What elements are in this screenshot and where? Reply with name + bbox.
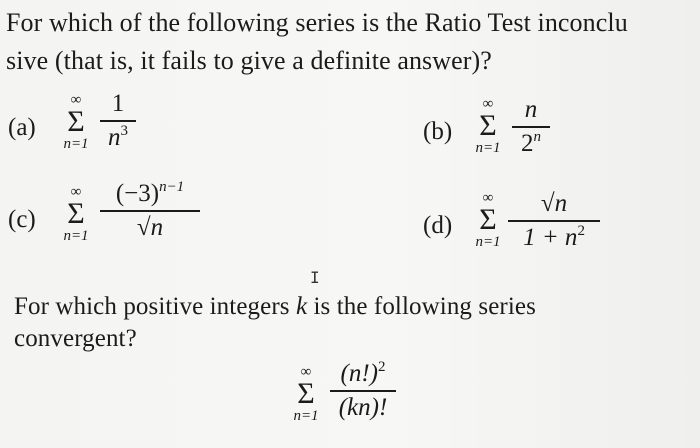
series-2-sum xyxy=(282,364,330,424)
sigma-symbol: Σ xyxy=(297,377,315,410)
sum-lower-limit: n=1 xyxy=(63,228,89,244)
fraction-bar xyxy=(512,126,550,128)
sum-lower-limit: n=1 xyxy=(293,408,319,424)
choice-d-label: (d) xyxy=(423,212,453,239)
sum-upper-limit: ∞ xyxy=(70,92,82,108)
sum-lower-limit: n=1 xyxy=(475,234,501,250)
choice-c-fraction xyxy=(100,180,200,242)
sum-upper-limit: ∞ xyxy=(300,364,312,380)
numerator: 1 xyxy=(111,90,125,117)
sum-upper-limit: ∞ xyxy=(482,96,494,112)
question-2-line-2: convergent? xyxy=(14,325,137,352)
sigma-symbol: Σ xyxy=(67,105,85,138)
choice-b-fraction xyxy=(512,96,550,158)
sum-lower-limit: n=1 xyxy=(475,140,501,156)
choice-b-label: (b) xyxy=(423,118,453,145)
question-1-line-2: sive (that is, it fails to give a definite answer)? xyxy=(6,46,492,75)
choice-b-sum xyxy=(464,96,512,156)
numerator: n xyxy=(524,96,538,123)
sigma-symbol: Σ xyxy=(67,197,85,230)
sum-lower-limit: n=1 xyxy=(63,136,89,152)
denominator: √n xyxy=(136,213,164,241)
choice-c-label: (c) xyxy=(8,206,36,233)
fraction-bar xyxy=(508,220,600,222)
sigma-symbol: Σ xyxy=(479,203,497,236)
sum-upper-limit: ∞ xyxy=(70,184,82,200)
fraction-bar xyxy=(330,390,396,392)
text-cursor-icon: I xyxy=(310,268,320,287)
choice-a-sum xyxy=(52,92,100,152)
sigma-symbol: Σ xyxy=(479,109,497,142)
choice-d-sum xyxy=(464,190,512,250)
choice-a-label: (a) xyxy=(8,114,36,141)
fraction-bar xyxy=(100,120,136,122)
denominator: 2$^n$ xyxy=(521,128,541,157)
numerator: $(-3)^{n-1}$ xyxy=(115,179,185,207)
fraction-bar xyxy=(100,210,200,212)
series-2-fraction xyxy=(330,360,396,422)
choice-c-sum xyxy=(52,184,100,244)
choice-a-fraction xyxy=(100,90,136,152)
sum-upper-limit: ∞ xyxy=(482,190,494,206)
denominator: $n^3$ xyxy=(108,122,128,151)
numerator: $(n!)^2$ xyxy=(340,359,386,387)
question-2-line-1: For which positive integers k is the following series xyxy=(14,293,536,320)
denominator: $1 + n^2$ xyxy=(523,222,585,251)
denominator: (kn)! xyxy=(338,393,388,421)
numerator: √n xyxy=(540,190,568,217)
question-1-line-1: For which of the following series is the Ratio Test inconclu xyxy=(6,8,628,37)
choice-d-fraction xyxy=(508,190,600,252)
